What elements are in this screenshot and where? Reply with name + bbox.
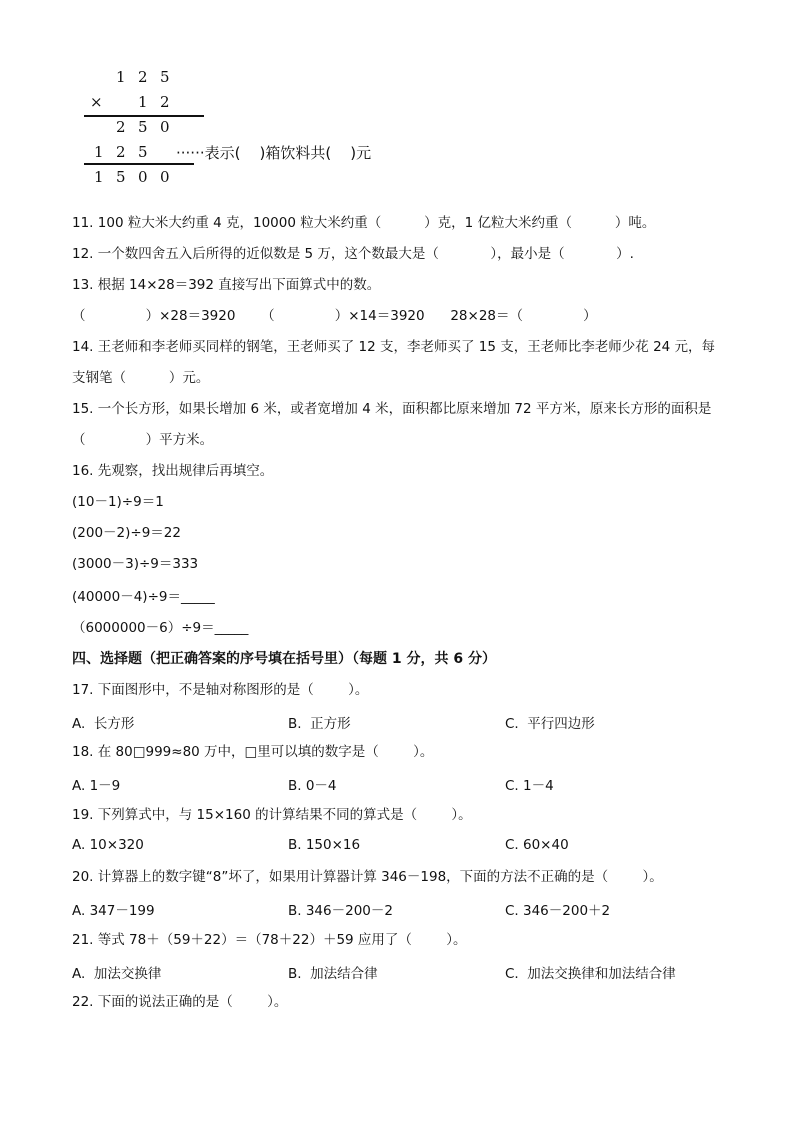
question-19: 19. 下列算式中，与 15×160 的计算结果不同的算式是（ ）。 bbox=[72, 807, 472, 823]
option-c: C. 加法交换律和加法结合律 bbox=[505, 966, 676, 982]
vertical-multiplication bbox=[80, 64, 420, 194]
question-16: 16. 先观察，找出规律后再填空。 bbox=[72, 463, 274, 479]
question-17: 17. 下面图形中，不是轴对称图形的是（ ）。 bbox=[72, 682, 369, 698]
option-a: A. 加法交换律 bbox=[72, 966, 162, 982]
digit: 2 bbox=[116, 143, 126, 161]
digit: 1 bbox=[116, 68, 126, 86]
section-heading: 四、选择题（把正确答案的序号填在括号里）（每题 1 分，共 6 分） bbox=[72, 651, 496, 667]
option-a: A. 10×320 bbox=[72, 837, 144, 853]
pattern-3: (3000－3)÷9＝333 bbox=[72, 556, 199, 572]
question-14-line1: 14. 王老师和李老师买同样的钢笔，王老师买了 12 支，李老师买了 15 支，王老师比李老师少花 24 元，每 bbox=[72, 339, 716, 355]
question-20: 20. 计算器上的数字键“8”坏了，如果用计算器计算 346－198，下面的方法不正确的是（ ）。 bbox=[72, 869, 663, 885]
option-b: B. 150×16 bbox=[288, 837, 361, 853]
pattern-2: (200－2)÷9＝22 bbox=[72, 525, 181, 541]
multiply-sign: × bbox=[90, 93, 103, 111]
question-11: 11. 100 粒大米大约重 4 克，10000 粒大米约重（ ）克，1 亿粒大米约重（ ）吨。 bbox=[72, 215, 656, 231]
digit: 0 bbox=[138, 168, 148, 186]
rule bbox=[84, 163, 194, 165]
rule bbox=[84, 115, 204, 117]
question-13: 13. 根据 14×28＝392 直接写出下面算式中的数。 bbox=[72, 277, 381, 293]
option-a: A. 1－9 bbox=[72, 778, 121, 794]
option-b: B. 0－4 bbox=[288, 778, 337, 794]
digit: 5 bbox=[116, 168, 126, 186]
digit: 0 bbox=[160, 118, 170, 136]
question-15-line2: （ ）平方米。 bbox=[72, 432, 214, 448]
digit: 1 bbox=[138, 93, 148, 111]
multiplication-note: ······表示( )箱饮料共( )元 bbox=[176, 144, 372, 162]
digit: 5 bbox=[160, 68, 170, 86]
option-c: C. 346－200＋2 bbox=[505, 903, 611, 919]
digit: 2 bbox=[116, 118, 126, 136]
digit: 1 bbox=[94, 143, 104, 161]
question-12: 12. 一个数四舍五入后所得的近似数是 5 万，这个数最大是（ ），最小是（ ）. bbox=[72, 246, 634, 262]
pattern-1: (10－1)÷9＝1 bbox=[72, 494, 164, 510]
option-b: B. 加法结合律 bbox=[288, 966, 378, 982]
digit: 5 bbox=[138, 118, 148, 136]
digit: 2 bbox=[138, 68, 148, 86]
option-a: A. 长方形 bbox=[72, 716, 135, 732]
option-c: C. 60×40 bbox=[505, 837, 569, 853]
digit: 2 bbox=[160, 93, 170, 111]
option-b: B. 正方形 bbox=[288, 716, 351, 732]
question-15-line1: 15. 一个长方形，如果长增加 6 米，或者宽增加 4 米，面积都比原来增加 72 平方米，原来长方形的面积是 bbox=[72, 401, 712, 417]
question-14-line2: 支钢笔（ ）元。 bbox=[72, 370, 210, 386]
digit: 1 bbox=[94, 168, 104, 186]
digit: 0 bbox=[160, 168, 170, 186]
option-c: C. 1－4 bbox=[505, 778, 554, 794]
digit: 5 bbox=[138, 143, 148, 161]
question-13-blanks: （ ）×28＝3920 （ ）×14＝3920 28×28＝（ ） bbox=[72, 308, 597, 324]
question-18: 18. 在 80□999≈80 万中，□里可以填的数字是（ ）。 bbox=[72, 744, 434, 760]
question-22: 22. 下面的说法正确的是（ ）。 bbox=[72, 994, 288, 1010]
option-a: A. 347－199 bbox=[72, 903, 155, 919]
option-b: B. 346－200－2 bbox=[288, 903, 393, 919]
question-21: 21. 等式 78＋（59＋22）＝（78＋22）＋59 应用了（ ）。 bbox=[72, 932, 467, 948]
pattern-4: (40000－4)÷9＝_____ bbox=[72, 589, 215, 605]
pattern-5: （6000000－6）÷9＝_____ bbox=[72, 620, 249, 636]
option-c: C. 平行四边形 bbox=[505, 716, 595, 732]
